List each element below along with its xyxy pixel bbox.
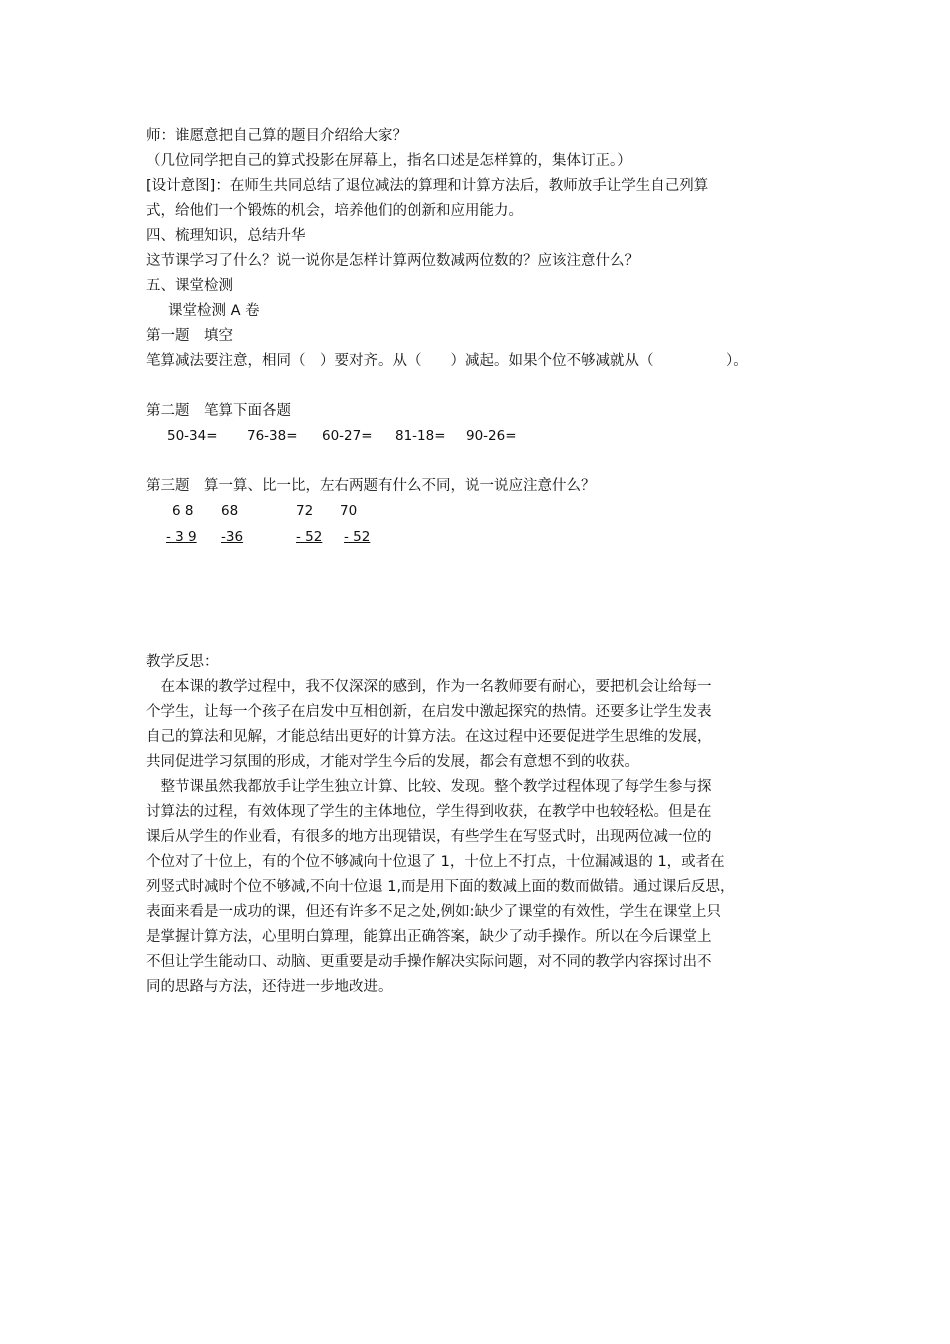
exercise-row: [146, 426, 646, 446]
reflection-line: 整节课虽然我都放手让学生独立计算、比较、发现。整个教学过程体现了每学生参与探: [146, 779, 712, 795]
reflection-title: 教学反思：: [146, 654, 219, 670]
exercise-item: 90-26=: [466, 428, 517, 444]
reflection-line: 讨算法的过程，有效体现了学生的主体地位，学生得到收获，在教学中也较轻松。但是在: [146, 804, 712, 820]
section-five-heading: 五、课堂检测: [146, 278, 233, 294]
vertical-minuend: 6 8: [172, 503, 194, 519]
student-activity-note: （几位同学把自己的算式投影在屏幕上，指名口述是怎样算的，集体订正。）: [146, 153, 632, 169]
exercise-item: 60-27=: [322, 428, 373, 444]
reflection-line: 在本课的教学过程中，我不仅深深的感到，作为一名教师要有耐心，要把机会让给每一: [146, 679, 712, 695]
teacher-question: 师：谁愿意把自己算的题目介绍给大家？: [146, 128, 407, 144]
question-three-heading: 第三题 算一算、比一比，左右两题有什么不同，说一说应注意什么？: [146, 478, 596, 494]
design-intent-line-1: [设计意图]：在师生共同总结了退位减法的算理和计算方法后，教师放手让学生自己列算: [146, 178, 709, 194]
vertical-minuend: 68: [221, 503, 239, 519]
reflection-line: 列竖式时减时个位不够减,不向十位退 1,而是用下面的数减上面的数而做错。通过课后反思，: [146, 879, 735, 895]
reflection-line: 共同促进学习氛围的形成，才能对学生今后的发展，都会有意想不到的收获。: [146, 754, 639, 770]
exercise-item: 81-18=: [395, 428, 446, 444]
question-one-heading: 第一题 填空: [146, 328, 233, 344]
vertical-subtrahend: - 52: [296, 529, 323, 545]
reflection-line: 自己的算法和见解，才能总结出更好的计算方法。在这过程中还要促进学生思维的发展，: [146, 729, 712, 745]
reflection-line: 课后从学生的作业看，有很多的地方出现错误，有些学生在写竖式时，出现两位减一位的: [146, 829, 712, 845]
vertical-subtrahend: - 3 9: [166, 529, 197, 545]
question-one-fill-blank: 笔算减法要注意，相同（ ）要对齐。从（ ）减起。如果个位不够减就从（ ）。: [146, 353, 748, 369]
vertical-minuend: 70: [340, 503, 358, 519]
design-intent-line-2: 式，给他们一个锻炼的机会，培养他们的创新和应用能力。: [146, 203, 523, 219]
vertical-subtrahend: - 52: [344, 529, 371, 545]
vertical-subtrahend: -36: [221, 529, 244, 545]
exercise-item: 76-38=: [247, 428, 298, 444]
reflection-line: 个学生，让每一个孩子在启发中互相创新，在启发中激起探究的热情。还要多让学生发表: [146, 704, 712, 720]
reflection-line: 表面来看是一成功的课，但还有许多不足之处,例如:缺少了课堂的有效性，学生在课堂上只: [146, 904, 721, 920]
quiz-a-title: 课堂检测 A 卷: [168, 303, 260, 319]
vertical-minuend: 72: [296, 503, 314, 519]
exercise-item: 50-34=: [167, 428, 218, 444]
reflection-line: 个位对了十位上，有的个位不够减向十位退了 1，十位上不打点，十位漏减退的 1，或者在: [146, 854, 725, 870]
reflection-line: 不但让学生能动口、动脑、更重要是动手操作解决实际问题，对不同的教学内容探讨出不: [146, 954, 712, 970]
reflection-line: 是掌握计算方法，心里明白算理，能算出正确答案，缺少了动手操作。所以在今后课堂上: [146, 929, 712, 945]
summary-question: 这节课学习了什么？说一说你是怎样计算两位数减两位数的？应该注意什么？: [146, 253, 639, 269]
section-four-heading: 四、梳理知识，总结升华: [146, 228, 306, 244]
reflection-line: 同的思路与方法，还待进一步地改进。: [146, 979, 393, 995]
question-two-heading: 第二题 笔算下面各题: [146, 403, 291, 419]
